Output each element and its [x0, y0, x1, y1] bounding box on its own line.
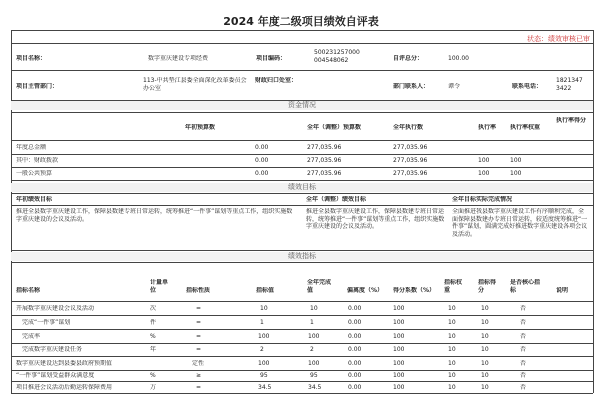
- ind-cell: 否: [520, 372, 527, 379]
- ind-header-note: 说明: [556, 287, 569, 294]
- ind-cell: 10: [448, 319, 456, 326]
- indicators-section-title: 绩效指标: [11, 252, 593, 261]
- ind-cell: 10: [448, 346, 456, 353]
- ind-cell: 0.00: [348, 305, 362, 312]
- dept-label: 项目主管部门：: [16, 83, 59, 90]
- project-code-label: 项目编码：: [256, 55, 287, 62]
- ind-cell: 10: [481, 305, 489, 312]
- ind-cell: 100: [393, 333, 405, 340]
- funds-cell: 0.00: [255, 170, 269, 177]
- goals-section-title: 绩效目标: [11, 183, 593, 192]
- phone: 18213473422: [556, 77, 583, 92]
- ind-header-name: 指标名称: [16, 287, 41, 294]
- funds-header-score: 执行率得分: [556, 117, 587, 124]
- ind-cell: 件: [150, 319, 157, 326]
- ind-header-score: 指标得分: [478, 279, 496, 294]
- ind-header-unit: 计量单位: [150, 279, 168, 294]
- ind-cell: 定性: [192, 360, 205, 367]
- ind-cell: %: [150, 372, 156, 379]
- ind-cell: 0.00: [348, 384, 362, 391]
- ind-cell: 0.00: [348, 372, 362, 379]
- ind-cell: 10: [481, 333, 489, 340]
- ind-cell: 否: [520, 319, 527, 326]
- ind-cell: 100: [258, 360, 270, 367]
- ind-cell: 开展数字重庆建设会议及活动: [16, 305, 95, 312]
- funds-cell: 277,035.96: [307, 170, 342, 177]
- ind-header-core: 是否核心指标: [510, 279, 541, 294]
- ind-cell: 100: [393, 346, 405, 353]
- score: 100.00: [448, 55, 469, 62]
- project-name-label: 项目名称：: [16, 55, 47, 62]
- ind-cell: 2: [310, 346, 314, 353]
- ind-cell: 完成“一件事”谋划: [22, 319, 71, 326]
- ind-cell: 万: [150, 384, 157, 391]
- ind-header-weight: 指标权重: [444, 279, 462, 294]
- ind-header-coef: 得分系数（%）: [393, 287, 436, 294]
- ind-cell: 10: [448, 305, 456, 312]
- funds-header-weight: 执行率权重: [510, 124, 541, 131]
- ind-cell: 完成数字重庆建设任务: [22, 346, 83, 353]
- ind-cell: 0.00: [348, 319, 362, 326]
- ind-cell: 数字重庆建设达到县委县政府预期值: [16, 360, 113, 367]
- ind-header-deviation: 偏离度（%）: [347, 287, 384, 294]
- funds-row-label: 年度总金额: [16, 144, 47, 151]
- ind-cell: 完成率: [22, 333, 41, 340]
- ind-cell: 1: [260, 319, 264, 326]
- ind-cell: 95: [260, 372, 268, 379]
- phone-label: 联系电话：: [512, 83, 543, 90]
- ind-cell: 10: [448, 372, 456, 379]
- funds-cell: 277,035.96: [307, 157, 342, 164]
- ind-cell: 1: [310, 319, 314, 326]
- funds-header-adjusted: 全年（调整）预算数: [307, 124, 362, 131]
- goal-initial-text: 推进全县数字重庆建设工作，保障县数建专班日常运转，统筹推进“一件事”谋划等重点工作，组织实施数字重庆建设的会议及活动。: [16, 208, 293, 223]
- ind-cell: =: [196, 333, 202, 340]
- funds-header-initial: 年初预算数: [185, 124, 216, 131]
- ind-cell: %: [150, 333, 156, 340]
- ind-cell: 次: [150, 305, 157, 312]
- goals-header-initial: 年初绩效目标: [16, 196, 53, 203]
- funds-cell: 277,035.96: [393, 144, 428, 151]
- ind-cell: 10: [260, 305, 268, 312]
- page-title: 2024 年度二级项目绩效自评表: [223, 15, 379, 28]
- dept: 113-中共垫江县委全面深化改革委员会办公室: [143, 77, 247, 92]
- ind-cell: 100: [393, 384, 405, 391]
- ind-header-value: 指标值: [256, 287, 275, 294]
- funds-header-rate: 执行率: [478, 124, 497, 131]
- ind-cell: 100: [258, 333, 270, 340]
- ind-cell: 否: [520, 360, 527, 367]
- ind-cell: 0.00: [348, 346, 362, 353]
- ind-cell: 100: [308, 360, 320, 367]
- ind-cell: 10: [481, 360, 489, 367]
- ind-cell: 10: [481, 319, 489, 326]
- ind-cell: 100: [393, 360, 405, 367]
- funds-cell: 277,035.96: [393, 157, 428, 164]
- funds-cell: 100: [510, 157, 522, 164]
- contact: 谭令: [448, 83, 461, 90]
- ind-cell: =: [196, 319, 202, 326]
- ind-cell: 100: [393, 305, 405, 312]
- project-code: 500231257000004548062: [314, 49, 360, 64]
- funds-cell: 277,035.96: [307, 144, 342, 151]
- score-label: 自评总分：: [393, 55, 424, 62]
- ind-cell: 否: [520, 305, 527, 312]
- goals-header-actual: 全年目标实际完成情况: [452, 196, 513, 203]
- ind-cell: 100: [393, 372, 405, 379]
- ind-cell: “一件事”谋划受益群众满意度: [16, 372, 95, 379]
- ind-cell: 100: [393, 319, 405, 326]
- ind-cell: 10: [448, 360, 456, 367]
- finance-label: 财政归口处室：: [255, 77, 298, 84]
- contact-label: 部门联系人：: [393, 83, 430, 90]
- ind-header-nature: 指标性质: [186, 287, 211, 294]
- ind-cell: 10: [448, 333, 456, 340]
- ind-cell: 34.5: [258, 384, 272, 391]
- ind-cell: 10: [481, 372, 489, 379]
- ind-cell: ≥: [196, 372, 202, 379]
- funds-cell: 0.00: [255, 144, 269, 151]
- ind-cell: 10: [481, 346, 489, 353]
- funds-row-label: 其中：财政拨款: [16, 157, 59, 164]
- ind-cell: 项目推进会议活动后勤运转保障费用: [16, 384, 113, 391]
- ind-cell: 95: [310, 372, 318, 379]
- funds-cell: 0.00: [255, 157, 269, 164]
- funds-section-title: 资金情况: [11, 101, 593, 110]
- ind-cell: 否: [520, 346, 527, 353]
- ind-cell: 34.5: [308, 384, 322, 391]
- ind-cell: =: [196, 384, 202, 391]
- ind-cell: =: [196, 346, 202, 353]
- ind-cell: 年: [150, 346, 157, 353]
- ind-cell: 10: [448, 384, 456, 391]
- funds-cell: 100: [510, 170, 522, 177]
- goal-adjusted-text: 推进全县数字重庆建设工作，保障县数建专班日常运转，统筹推进“一件事”谋划等重点工作，组织实施数字重庆建设的会议及活动。: [306, 208, 445, 230]
- ind-cell: 2: [260, 346, 264, 353]
- ind-cell: 0.00: [348, 333, 362, 340]
- goal-actual-text: 全面推进我县数字重庆建设工作有序顺利完成，全面保障县数建办专班日常运转，较适度统筹推进“一件事”谋划，圆满完成好推进数字重庆建设各项会议及活动。: [452, 208, 588, 238]
- goals-header-adjusted: 全年（调整）绩效目标: [306, 196, 367, 203]
- ind-cell: =: [196, 305, 202, 312]
- funds-row-label: 一般公共预算: [16, 170, 53, 177]
- ind-header-actual: 全年完成值: [307, 279, 331, 294]
- ind-cell: 0.00: [348, 360, 362, 367]
- funds-cell: 277,035.96: [393, 170, 428, 177]
- status-badge: 状态：绩效审核已审: [527, 35, 590, 43]
- funds-cell: 100: [478, 170, 490, 177]
- ind-cell: 否: [520, 384, 527, 391]
- funds-header-executed: 全年执行数: [393, 124, 424, 131]
- ind-cell: 否: [520, 333, 527, 340]
- ind-cell: 100: [308, 333, 320, 340]
- funds-cell: 100: [478, 157, 490, 164]
- project-name: 数字重庆建设专项经费: [148, 55, 209, 62]
- ind-cell: 10: [481, 384, 489, 391]
- ind-cell: 10: [310, 305, 318, 312]
